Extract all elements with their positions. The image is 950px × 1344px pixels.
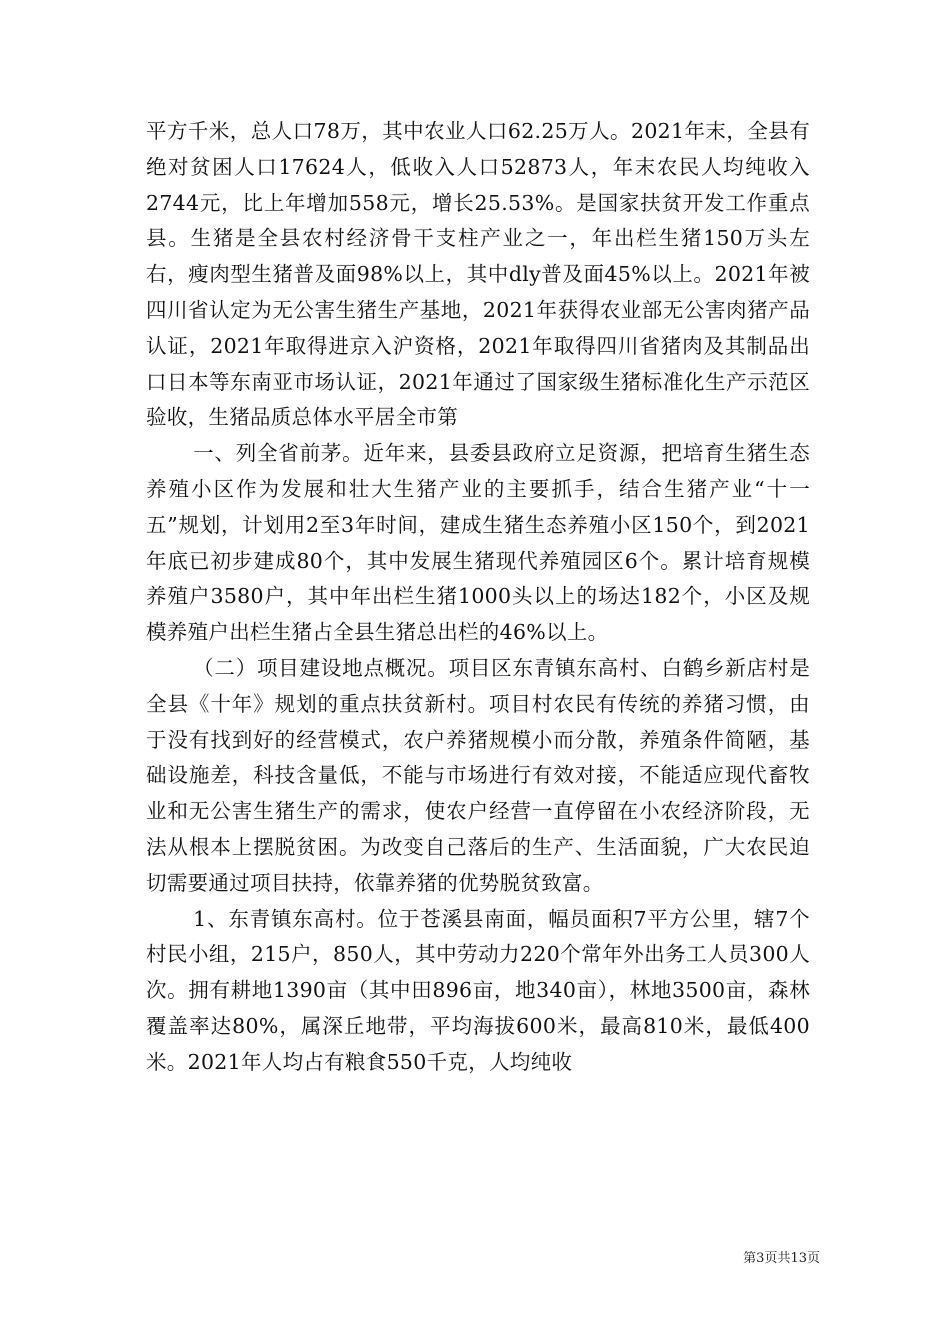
document-body (146, 114, 810, 1081)
paragraph-project-site-overview: （二）项目建设地点概况。项目区东青镇东高村、白鹤乡新店村是全县《十年》规划的重点扶贫新村。项目村农民有传统的养猪习惯，由于没有找到好的经营模式，农户养猪规模小而分散，养殖条件简陋，基础设施差，科技含量低，不能与市场进行有效对接，不能适应现代畜牧业和无公害生猪生产的需求，使农户经营一直停留在小农经济阶段，无法从根本上摆脱贫困。为改变自己落后的生产、生活面貌，广大农民迫切需要通过项目扶持，依靠养猪的优势脱贫致富。 (146, 655, 810, 895)
paragraph-donggao-village: 1、东青镇东高村。位于苍溪县南面，幅员面积7平方公里，辖7个村民小组，215户，850人，其中劳动力220个常年外出务工人员300人次。拥有耕地1390亩（其中田896亩，地340亩），林地3500亩，森林覆盖率达80%，属深丘地带，平均海拔600米，最高810米，最低400米。2021年人均占有粮食550千克，人均纯收 (146, 906, 810, 1074)
paragraph-province-ranking: 一、列全省前茅。近年来，县委县政府立足资源，把培育生猪生态养殖小区作为发展和壮大生猪产业的主要抓手，结合生猪产业“十一五”规划，计划用2至3年时间，建成生猪生态养殖小区150个，到2021年底已初步建成80个，其中发展生猪现代养殖园区6个。累计培育规模养殖户3580户，其中年出栏生猪1000头以上的场达182个，小区及规模养殖户出栏生猪占全县生猪总出栏的46%以上。 (146, 441, 810, 645)
page-number-footer: 第3页共13页 (743, 1251, 820, 1266)
paragraph-county-overview: 平方千米，总人口78万，其中农业人口62.25万人。2021年末，全县有绝对贫困人口17624人，低收入人口52873人，年末农民人均纯收入2744元，比上年增加558元，增长25.53%。是国家扶贫开发工作重点县。生猪是全县农村经济骨干支柱产业之一，年出栏生猪150万头左右，瘦肉型生猪普及面98%以上，其中dly普及面45%以上。2021年被四川省认定为无公害生猪生产基地，2021年获得农业部无公害肉猪产品认证，2021年取得进京入沪资格，2021年取得四川省猪肉及其制品出口日本等东南亚市场认证，2021年通过了国家级生猪标准化生产示范区验收，生猪品质总体水平居全市第 (146, 119, 810, 430)
